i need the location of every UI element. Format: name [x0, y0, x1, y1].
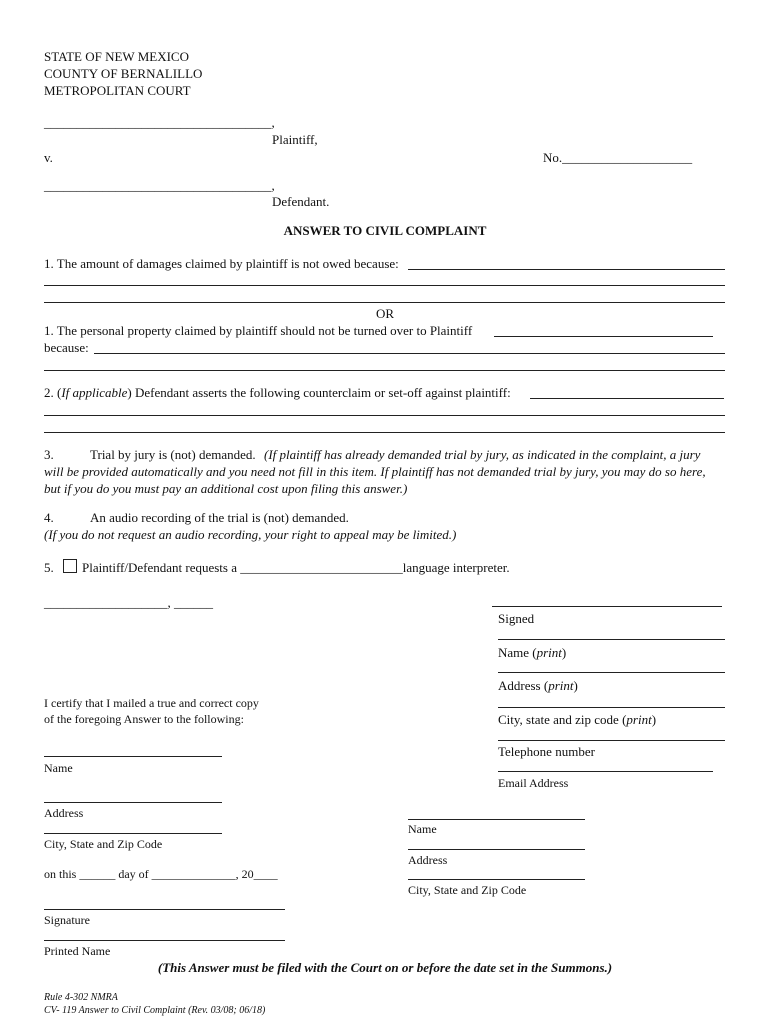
- name-print-label: Name (print): [498, 645, 567, 660]
- email-label: Email Address: [498, 776, 569, 790]
- telephone-label: Telephone number: [498, 744, 595, 759]
- property-reason-line-2[interactable]: [44, 370, 725, 371]
- email-field[interactable]: [498, 771, 713, 772]
- versus-label: v.: [44, 150, 53, 165]
- address-print-label: Address (print): [498, 678, 578, 693]
- court-name: METROPOLITAN COURT: [44, 83, 191, 98]
- property-statement: 1. The personal property claimed by plaintiff should not be turned over to Plaintiff: [44, 323, 473, 338]
- jury-note-3: but if you do you must pay an additional cost upon filing this answer.): [44, 481, 408, 496]
- signature-field[interactable]: [492, 606, 722, 607]
- court-state: STATE OF NEW MEXICO: [44, 49, 189, 64]
- recipient-2-address-label: Address: [408, 853, 448, 867]
- damages-statement: 1. The amount of damages claimed by plaintiff is not owed because:: [44, 256, 399, 271]
- recipient-1-address-label: Address: [44, 806, 84, 820]
- recipient-2-name-label: Name: [408, 822, 437, 836]
- recipient-1-city-label: City, State and Zip Code: [44, 837, 163, 851]
- signed-label: Signed: [498, 611, 535, 626]
- city-print-label: City, state and zip code (print): [498, 712, 657, 727]
- counterclaim-line-3[interactable]: [44, 432, 725, 433]
- defendant-name-field[interactable]: ___________________________________,: [44, 178, 275, 193]
- certify-line-2: of the foregoing Answer to the following:: [44, 712, 244, 726]
- counterclaim-field[interactable]: [530, 398, 724, 399]
- audio-demand-text: An audio recording of the trial is (not) demanded.: [90, 510, 349, 525]
- cert-printed-name-label: Printed Name: [44, 944, 111, 958]
- counterclaim-statement: 2. (If applicable) Defendant asserts the following counterclaim or set-off against plaintiff:: [44, 385, 511, 400]
- damages-reason-field[interactable]: [408, 269, 725, 270]
- recipient-1-name-label: Name: [44, 761, 73, 775]
- item-5-number: 5.: [44, 560, 54, 575]
- because-label: because:: [44, 340, 89, 355]
- interpreter-checkbox[interactable]: [63, 559, 77, 573]
- or-separator: OR: [375, 306, 395, 321]
- item-4-number: 4.: [44, 510, 54, 525]
- recipient-2-name-field[interactable]: [408, 819, 585, 820]
- jury-note-1: (If plaintiff has already demanded trial by jury, as indicated in the complaint, a jury: [264, 447, 701, 462]
- plaintiff-name-field[interactable]: ___________________________________,: [44, 115, 275, 130]
- recipient-1-city-field[interactable]: [44, 833, 222, 834]
- filing-deadline-notice: (This Answer must be filed with the Court on or before the date set in the Summons.): [157, 960, 613, 975]
- audio-note: (If you do not request an audio recording, your right to appeal may be limited.): [44, 527, 457, 542]
- form-reference: CV- 119 Answer to Civil Complaint (Rev. 03/08; 06/18): [44, 1005, 266, 1016]
- counterclaim-line-2[interactable]: [44, 415, 725, 416]
- page-title: ANSWER TO CIVIL COMPLAINT: [283, 223, 487, 238]
- city-state-zip-field[interactable]: [498, 707, 725, 708]
- mailing-date-field[interactable]: on this ______ day of ______________, 20____: [44, 867, 278, 881]
- damages-reason-line-3[interactable]: [44, 302, 725, 303]
- plaintiff-label: Plaintiff,: [272, 132, 318, 147]
- recipient-1-name-field[interactable]: [44, 756, 222, 757]
- rule-reference: Rule 4-302 NMRA: [44, 992, 118, 1003]
- telephone-field[interactable]: [498, 740, 725, 741]
- cert-signature-label: Signature: [44, 913, 90, 927]
- recipient-1-address-field[interactable]: [44, 802, 222, 803]
- jury-demand-text: Trial by jury is (not) demanded.: [90, 447, 256, 462]
- date-field[interactable]: ___________________, ______: [44, 595, 213, 610]
- court-county: COUNTY OF BERNALILLO: [44, 66, 203, 81]
- address-field[interactable]: [498, 672, 725, 673]
- certify-line-1: I certify that I mailed a true and correct copy: [44, 696, 259, 710]
- name-field[interactable]: [498, 639, 725, 640]
- defendant-label: Defendant.: [272, 194, 330, 209]
- item-3-number: 3.: [44, 447, 54, 462]
- interpreter-request-text: Plaintiff/Defendant requests a _________________________language interpreter.: [82, 560, 510, 575]
- case-number-field[interactable]: No.____________________: [543, 150, 693, 165]
- cert-printed-name-field[interactable]: [44, 940, 285, 941]
- cert-signature-field[interactable]: [44, 909, 285, 910]
- property-reason-field[interactable]: [94, 353, 725, 354]
- recipient-2-city-label: City, State and Zip Code: [408, 883, 527, 897]
- jury-note-2: will be provided automatically and you need not fill in this item. If plaintiff has not demanded trial by jury, you may do so here,: [44, 464, 706, 479]
- damages-reason-line-2[interactable]: [44, 285, 725, 286]
- plaintiff-property-field[interactable]: [494, 336, 713, 337]
- recipient-2-address-field[interactable]: [408, 849, 585, 850]
- recipient-2-city-field[interactable]: [408, 879, 585, 880]
